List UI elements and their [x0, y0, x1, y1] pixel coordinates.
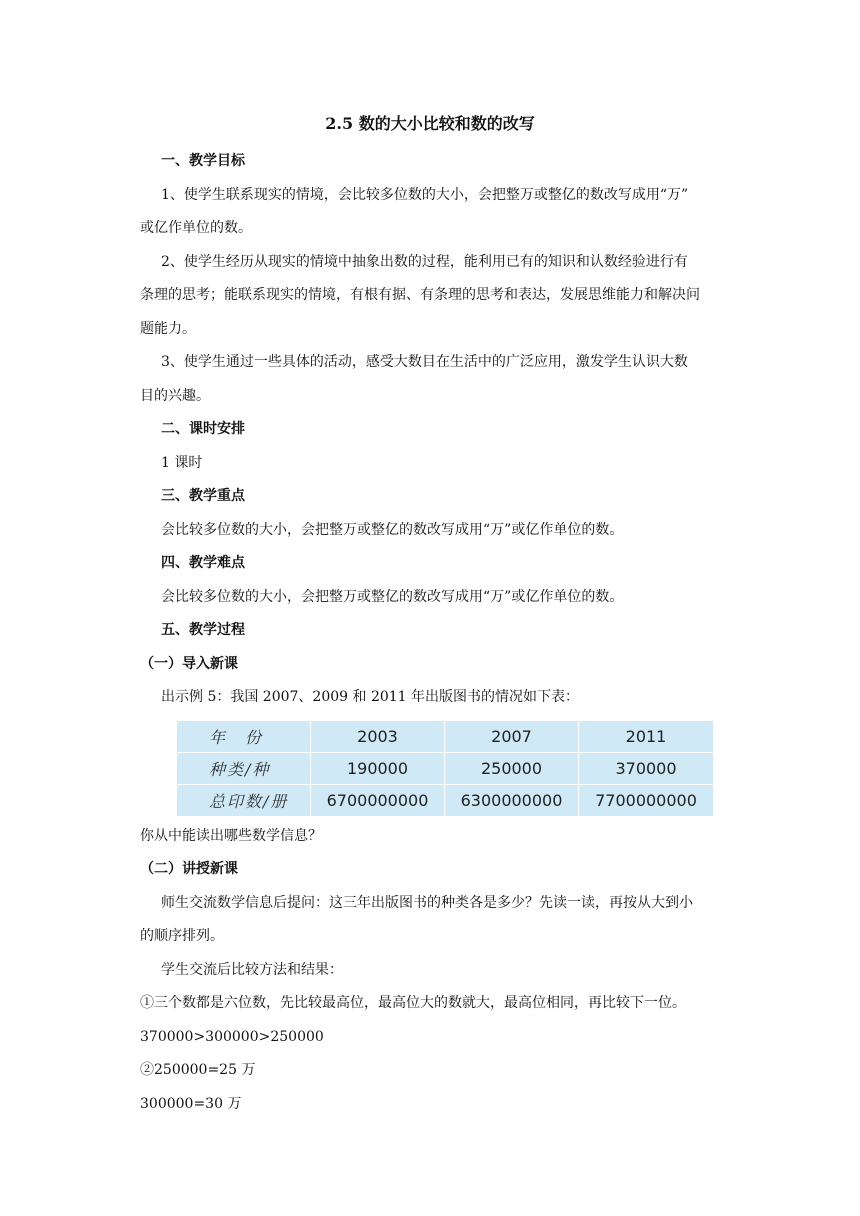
table-cell: 7700000000 — [579, 784, 714, 816]
paragraph-2: 学生交流后比较方法和结果： — [161, 961, 343, 978]
paragraph-1-line-1: 师生交流数学信息后提问：这三年出版图书的种类各是多少？先读一读，再按从大到小 — [161, 894, 693, 911]
table-row — [177, 752, 714, 784]
table-cell: 370000 — [579, 752, 714, 784]
table-cell: 6700000000 — [311, 784, 445, 816]
schedule-text: 1 课时 — [161, 454, 203, 471]
table-header-cell: 年 份 — [177, 720, 311, 752]
difficulties-text: 会比较多位数的大小，会把整万或整亿的数改写成用“万”或亿作单位的数。 — [161, 588, 624, 605]
section-heading-difficulties: 四、教学难点 — [161, 555, 245, 571]
table-cell: 190000 — [311, 752, 445, 784]
document-title: 2.5 数的大小比较和数的改写 — [325, 114, 535, 133]
goal-2-line-2: 条理的思考；能联系现实的情境，有根有据、有条理的思考和表达，发展思维能力和解决问 — [140, 287, 700, 303]
table-cell: 6300000000 — [445, 784, 579, 816]
goal-1-line-2: 或亿作单位的数。 — [140, 220, 252, 236]
example-intro: 出示例 5：我国 2007、2009 和 2011 年出版图书的情况如下表： — [161, 689, 580, 705]
conversion-1: ②250000=25 万 — [140, 1062, 256, 1078]
section-heading-process: 五、教学过程 — [161, 622, 245, 638]
table-header-row — [177, 720, 714, 752]
table-header-cell: 2011 — [579, 720, 714, 752]
table-header-cell: 2007 — [445, 720, 579, 752]
table-header-cell: 2003 — [311, 720, 445, 752]
paragraph-1-line-2: 的顺序排列。 — [140, 928, 224, 944]
subsection-heading-new-lesson: （二）讲授新课 — [140, 861, 238, 877]
table-row-label: 总印数/册 — [177, 784, 311, 816]
comparison-result: 370000>300000>250000 — [140, 1028, 324, 1045]
document-body — [140, 145, 740, 1121]
goal-2-line-1: 2、使学生经历从现实的情境中抽象出数的过程，能利用已有的知识和认数经验进行有 — [161, 253, 688, 270]
section-heading-goals: 一、教学目标 — [161, 153, 245, 169]
subsection-heading-intro: （一）导入新课 — [140, 655, 238, 672]
paragraph-3: ①三个数都是六位数，先比较最高位，最高位大的数就大，最高位相同，再比较下一位。 — [140, 995, 686, 1011]
goal-2-line-3: 题能力。 — [140, 320, 196, 337]
section-heading-key-points: 三、教学重点 — [161, 488, 245, 504]
question-text: 你从中能读出哪些数学信息？ — [140, 827, 322, 844]
table-row — [177, 784, 714, 816]
goal-3-line-2: 目的兴趣。 — [140, 387, 210, 404]
table-cell: 250000 — [445, 752, 579, 784]
section-heading-schedule: 二、课时安排 — [161, 421, 245, 437]
conversion-2: 300000=30 万 — [140, 1095, 242, 1112]
goal-1-line-1: 1、使学生联系现实的情境，会比较多位数的大小，会把整万或整亿的数改写成用“万” — [161, 186, 689, 203]
data-table — [176, 720, 714, 817]
goal-3-line-1: 3、使学生通过一些具体的活动，感受大数目在生活中的广泛应用，激发学生认识大数 — [161, 354, 688, 370]
table-row-label: 种类/种 — [177, 752, 311, 784]
key-points-text: 会比较多位数的大小，会把整万或整亿的数改写成用“万”或亿作单位的数。 — [161, 521, 624, 538]
book-publishing-table — [176, 720, 713, 817]
